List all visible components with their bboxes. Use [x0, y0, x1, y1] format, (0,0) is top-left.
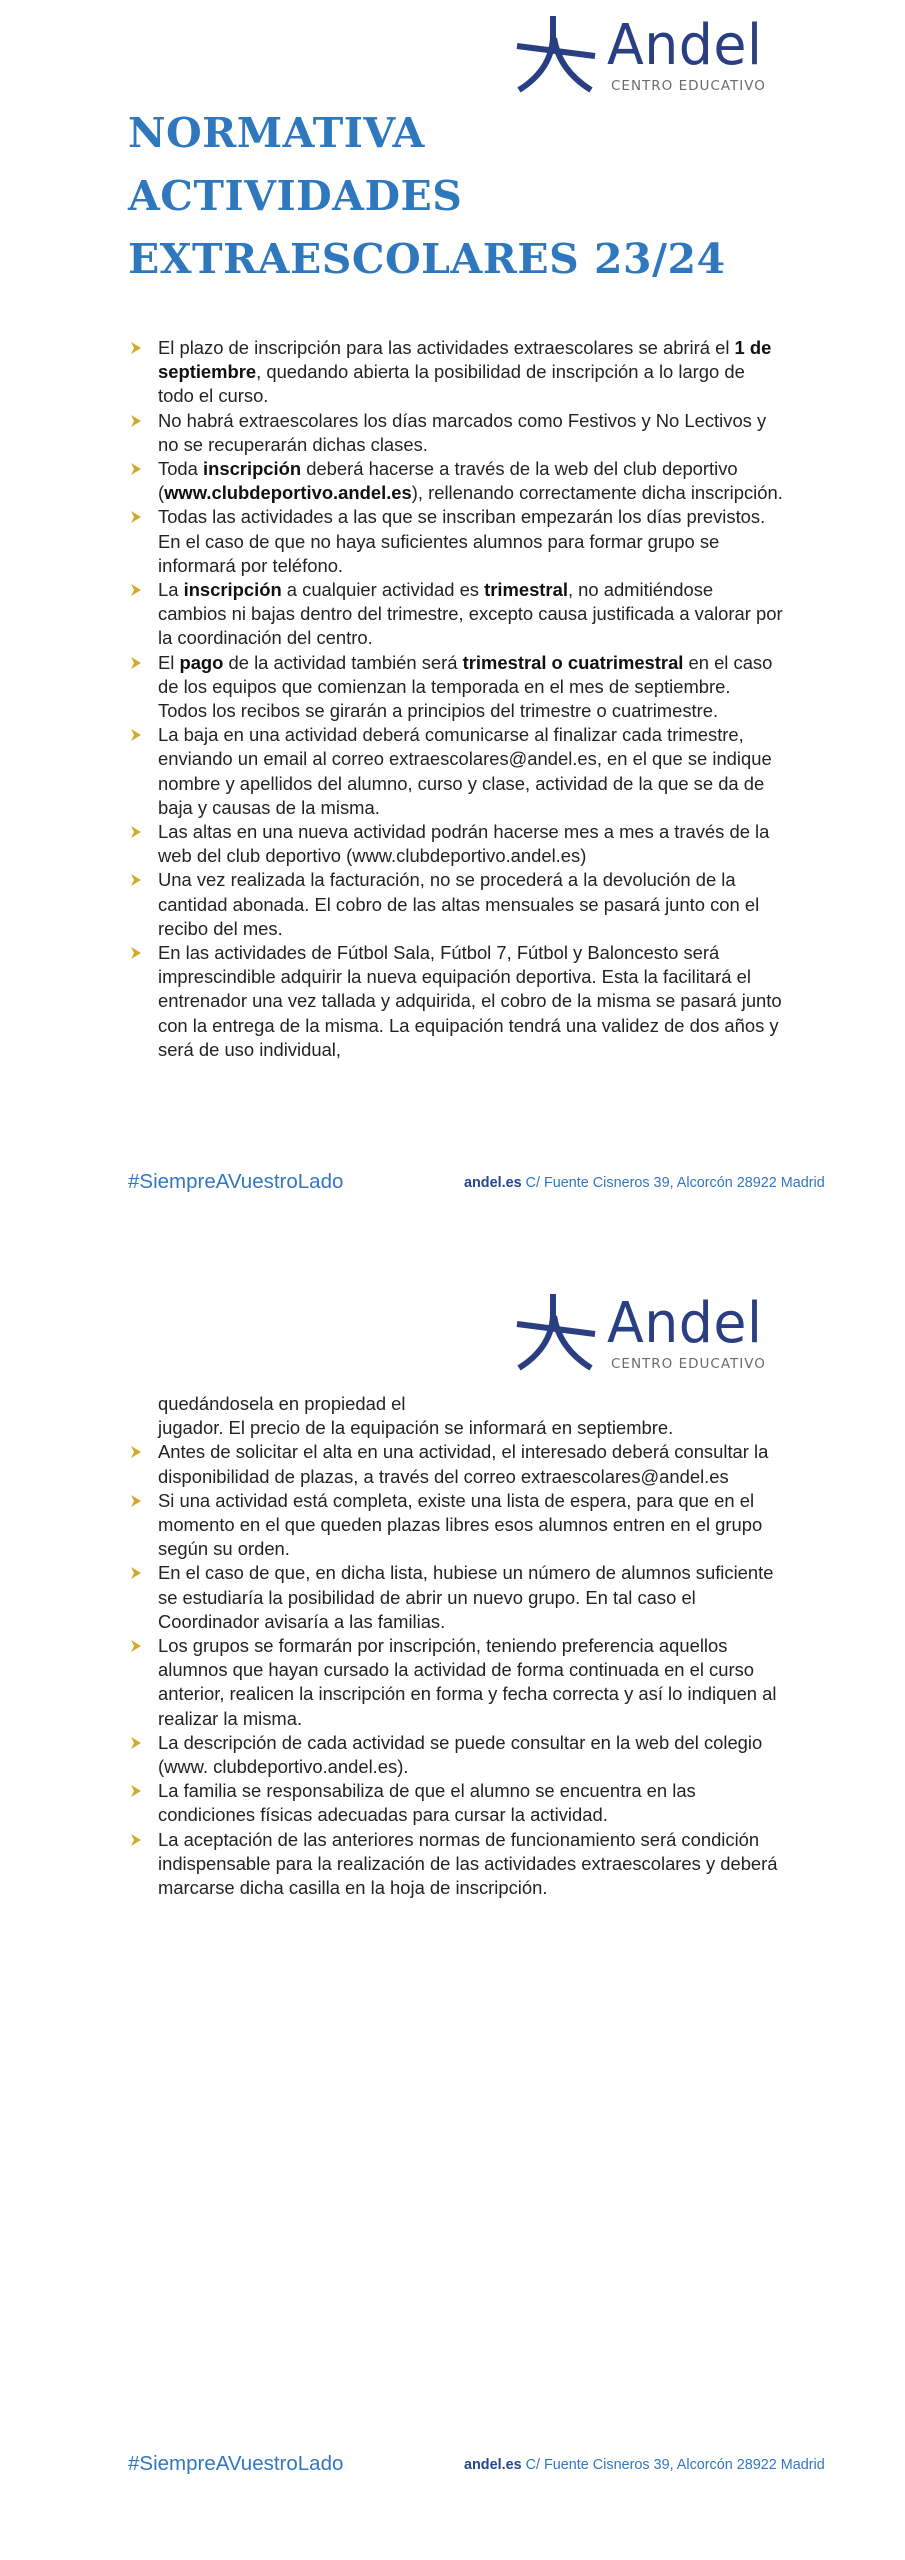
rule-emphasis: inscripción: [203, 458, 302, 480]
andel-mark-icon: [515, 14, 597, 94]
arrowhead-bullet-icon: [130, 728, 142, 742]
rule-item: [128, 336, 783, 409]
rule-text: de la actividad también será: [223, 651, 463, 673]
logo-subtitle: CENTRO EDUCATIVO: [611, 1356, 766, 1372]
rule-item: [128, 1440, 783, 1488]
rule-item: [128, 1828, 783, 1901]
arrowhead-bullet-icon: [130, 946, 142, 960]
rule-item: [128, 578, 783, 651]
rule-item: [128, 1489, 783, 1562]
rule-text: En las actividades de Fútbol Sala, Fútbol 7, Fútbol y Baloncesto será imprescindible adquirir la nueva equipación deportiva. Esta la facilitará el entrenador una vez tallada y adquirida, el cobro de la misma se pasará junto con la entrega de la misma. La equipación tendrá una validez de dos años y será de uso individual,: [158, 942, 782, 1060]
footer-address: [464, 1175, 825, 1191]
continuation-line-1: quedándosela en propiedad el: [158, 1393, 406, 1414]
title-line-3: EXTRAESCOLARES 23/24: [128, 235, 726, 283]
rule-text: Si una actividad está completa, existe una lista de espera, para que en el momento en el que queden plazas libres esos alumnos entren en el grupo según su orden.: [158, 1489, 763, 1560]
rule-text: en el caso de los equipos que comienzan la temporada en el mes de septiembre. Todos los recibos se girarán a principios del trimestre o cuatrimestre.: [158, 651, 773, 722]
rule-text: a cualquier actividad es: [281, 579, 485, 601]
rule-text: Los grupos se formarán por inscripción, teniendo preferencia aquellos alumnos que hayan cursado la actividad de forma continuada en el curso anterior, realicen la inscripción en forma y fecha correcta y así lo indiquen al realizar la misma.: [158, 1635, 777, 1729]
rule-text: , quedando abierta la posibilidad de inscripción a lo largo de todo el curso.: [158, 361, 745, 407]
rule-item: [128, 457, 783, 505]
rule-text: Una vez realizada la facturación, no se procederá a la devolución de la cantidad abonada. El cobro de las altas mensuales se pasará junto con el recibo del mes.: [158, 869, 760, 939]
logo-brand: Andel: [607, 1291, 763, 1356]
arrowhead-bullet-icon: [130, 462, 142, 476]
footer-site-link[interactable]: andel.es: [464, 2457, 522, 2473]
rule-text: ), rellenando correctamente dicha inscripción.: [411, 482, 783, 504]
footer-hashtag: #SiempreAVuestroLado: [128, 2452, 344, 2475]
rule-text: Las altas en una nueva actividad podrán hacerse mes a mes a través de la web del club deportivo (www.clubdeportivo.andel.es): [158, 821, 770, 867]
arrowhead-bullet-icon: [130, 825, 142, 839]
andel-logo: [515, 1292, 775, 1372]
rule-emphasis: pago: [179, 651, 224, 673]
rule-text: La familia se responsabiliza de que el alumno se encuentra en las condiciones físicas adecuadas para cursar la actividad.: [158, 1780, 696, 1826]
rule-emphasis: trimestral: [484, 579, 568, 601]
continuation-line-2: jugador. El precio de la equipación se informará en septiembre.: [158, 1417, 674, 1439]
rule-text: La descripción de cada actividad se puede consultar en la web del colegio (www. clubdeportivo.andel.es).: [158, 1731, 763, 1778]
rule-item: [128, 723, 783, 820]
rule-emphasis: 1 de septiembre: [158, 337, 772, 383]
footer-address: [464, 2457, 825, 2473]
rule-text: La: [158, 579, 184, 601]
footer-address-text: C/ Fuente Cisneros 39, Alcorcón 28922 Madrid: [521, 1175, 825, 1191]
arrowhead-bullet-icon: [130, 1736, 142, 1750]
arrowhead-bullet-icon: [130, 1445, 142, 1459]
arrowhead-bullet-icon: [130, 656, 142, 670]
rule-text: No habrá extraescolares los días marcados como Festivos y No Lectivos y no se recuperarán dichas clases.: [158, 409, 767, 455]
page-title: [128, 102, 726, 291]
arrowhead-bullet-icon: [130, 1784, 142, 1798]
logo-brand: Andel: [607, 13, 763, 78]
rule-text: deberá hacerse a través de la web del club deportivo (: [158, 458, 738, 504]
rule-emphasis: trimestral o cuatrimestral: [462, 651, 684, 673]
footer: [128, 1170, 873, 1200]
rule-text: En el caso de que, en dicha lista, hubiese un número de alumnos suficiente se estudiaría la posibilidad de abrir un nuevo grupo. En tal caso el Coordinador avisaría a las familias.: [158, 1562, 774, 1632]
arrowhead-bullet-icon: [130, 1566, 142, 1580]
andel-logo: [515, 14, 775, 94]
footer: [128, 2452, 873, 2482]
rule-emphasis: inscripción: [183, 579, 282, 601]
footer-address-text: C/ Fuente Cisneros 39, Alcorcón 28922 Madrid: [521, 2457, 825, 2473]
title-line-1: NORMATIVA: [128, 109, 425, 157]
rule-item: [128, 1731, 783, 1779]
title-line-2: ACTIVIDADES: [128, 172, 463, 220]
arrowhead-bullet-icon: [130, 341, 142, 355]
rule-text: Todas las actividades a las que se inscriban empezarán los días previstos. En el caso de que no haya suficientes alumnos para formar grupo se informará por teléfono.: [158, 506, 766, 576]
rule-item: [128, 651, 783, 724]
rule-text: El plazo de inscripción para las actividades extraescolares se abrirá el: [158, 337, 735, 358]
rule-emphasis: www.clubdeportivo.andel.es: [164, 482, 412, 504]
rules-list-page-1: [128, 336, 783, 1062]
rule-item: [128, 409, 783, 457]
logo-subtitle: CENTRO EDUCATIVO: [611, 78, 766, 94]
arrowhead-bullet-icon: [130, 414, 142, 428]
rule-text: Toda: [158, 458, 203, 480]
rule-text: , no admitiéndose cambios ni bajas dentro del trimestre, excepto causa justificada a valorar por la coordinación del centro.: [158, 579, 783, 649]
arrowhead-bullet-icon: [130, 510, 142, 524]
rules-list-page-2: [128, 1392, 783, 1900]
rule-item: [128, 1634, 783, 1731]
arrowhead-bullet-icon: [130, 583, 142, 597]
rule-item: [128, 1779, 783, 1827]
rule-text: La aceptación de las anteriores normas de funcionamiento será condición indispensable para la realización de las actividades extraescolares y deberá marcarse dicha casilla en la hoja de inscripción.: [158, 1828, 778, 1899]
arrowhead-bullet-icon: [130, 1494, 142, 1508]
rule-item: [128, 941, 783, 1062]
rule-text: Antes de solicitar el alta en una actividad, el interesado deberá consultar la disponibilidad de plazas, a través del correo extraescolares@andel.es: [158, 1441, 769, 1487]
rule-item: [128, 505, 783, 578]
arrowhead-bullet-icon: [130, 1639, 142, 1653]
page-2: [0, 1280, 905, 2560]
arrowhead-bullet-icon: [130, 1833, 142, 1847]
rule-item: [128, 868, 783, 941]
footer-hashtag: #SiempreAVuestroLado: [128, 1170, 344, 1193]
andel-mark-icon: [515, 1292, 597, 1372]
rule-text: El: [158, 651, 180, 673]
rule-item: [128, 820, 783, 868]
rule-item: [128, 1561, 783, 1634]
arrowhead-bullet-icon: [130, 873, 142, 887]
rule-text: La baja en una actividad deberá comunicarse al finalizar cada trimestre, enviando un email al correo extraescolares@andel.es, en el que se indique nombre y apellidos del alumno, curso y clase, actividad de la que se da de baja y causas de la misma.: [158, 724, 772, 818]
footer-site-link[interactable]: andel.es: [464, 1175, 522, 1191]
